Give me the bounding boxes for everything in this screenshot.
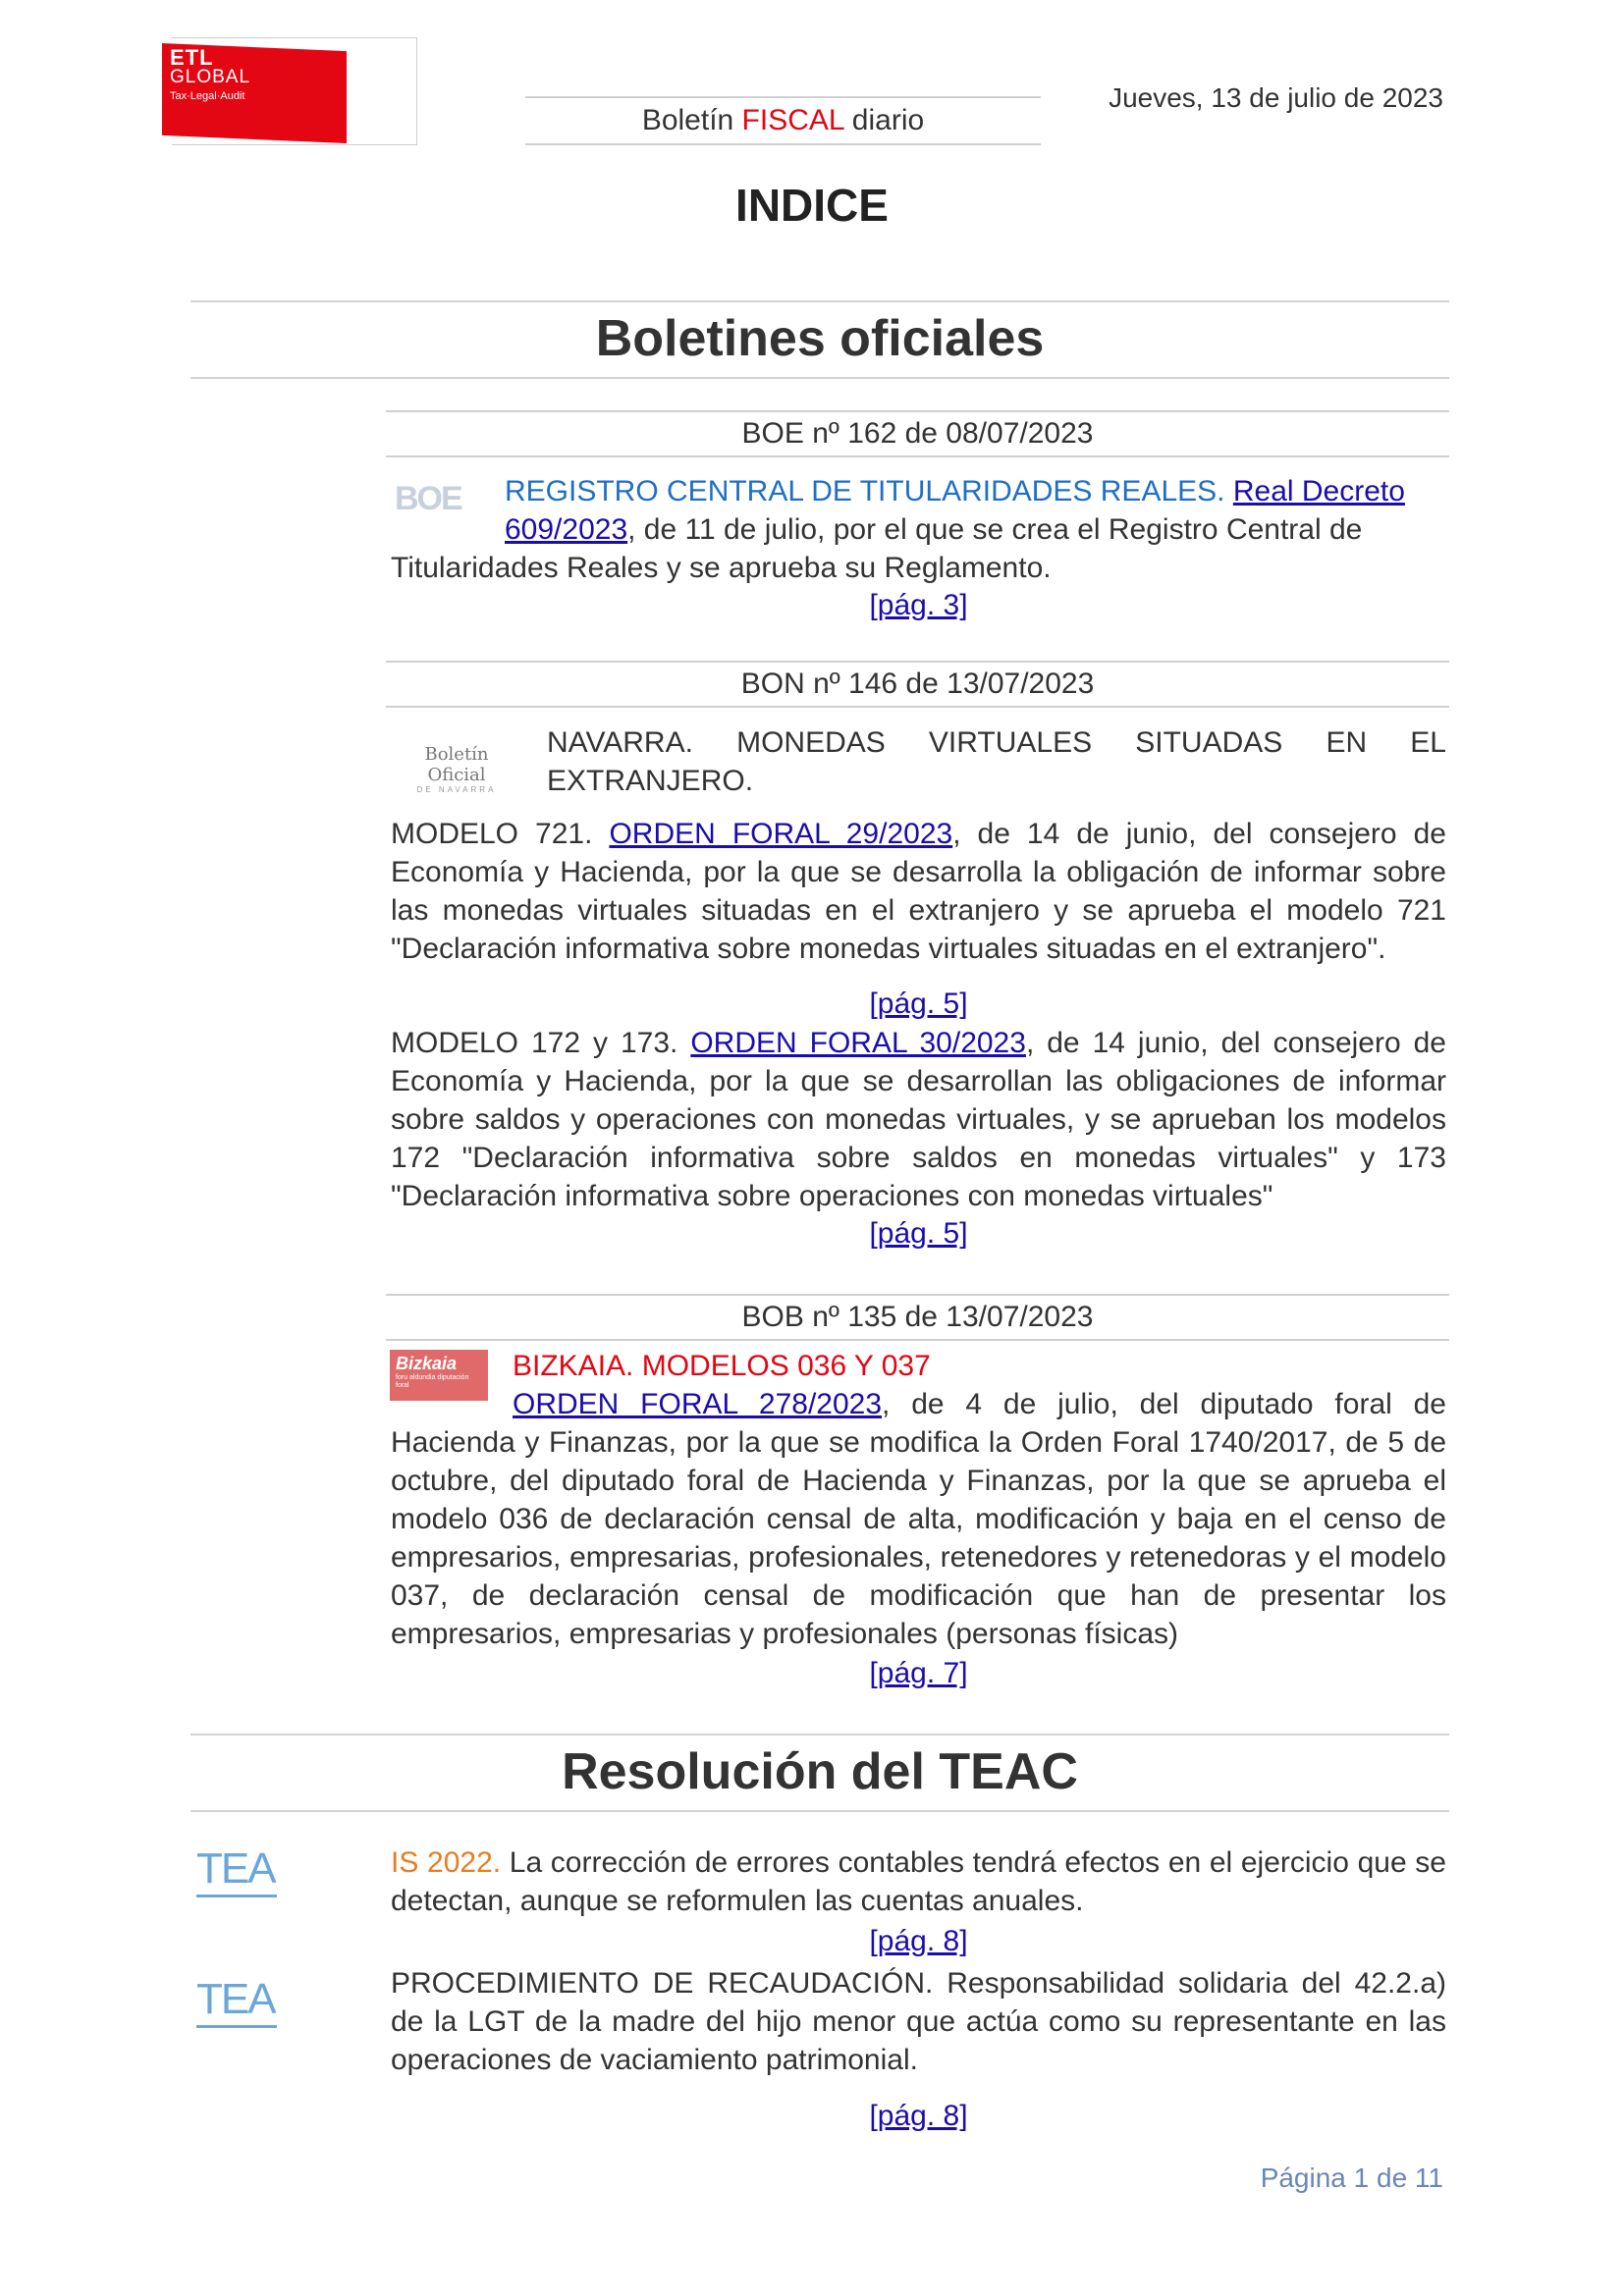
logo-line1: ETL xyxy=(170,45,214,70)
boe-link-part2[interactable]: 609/2023 xyxy=(505,513,628,546)
bob-text: , de 4 de julio, del diputado foral de Hacienda y Finanzas, por la que se modifica la Orden Foral 1740/2017, de 5 de octubre, del diputado foral de Hacienda y Finanzas, por la que se aprueba el modelo 036 de declaración censal de alta, modificación y baja en el censo de empresarios, empresarias, profesionales, retenedores y retenedoras y el modelo 037, de declaración censal de modificación que han de presentar los empresarios, empresarias y profesionales (personas físicas) xyxy=(391,1388,1446,1650)
bon-title-line1: NAVARRA. MONEDAS VIRTUALES SITUADAS EN EL xyxy=(547,726,1446,759)
logo-line3: Tax·Legal·Audit xyxy=(170,90,245,102)
bon-item2-text: , de 14 junio, del consejero de Economía y Hacienda, por la que se desarrollan las obligaciones de informar sobre saldos y operaciones con monedas virtuales, y se aprueban los modelos 172 "Declaración informativa sobre saldos en monedas virtuales" y 173 "Declaración informativa sobre operaciones con monedas virtuales" xyxy=(391,1027,1446,1212)
teac-item2 xyxy=(391,1964,1446,2079)
bob-page-link[interactable]: [pág. 7] xyxy=(869,1657,968,1689)
teac-item1-page-link[interactable]: [pág. 8] xyxy=(869,1925,968,1957)
teac-item1 xyxy=(391,1843,1446,1920)
boe-title: REGISTRO CENTRAL DE TITULARIDADES REALES. xyxy=(505,475,1225,507)
bon-item2 xyxy=(391,1024,1446,1215)
bon-item1-link[interactable]: ORDEN FORAL 29/2023 xyxy=(609,818,953,850)
bob-entry xyxy=(391,1385,1446,1653)
teac-logo-1-text: TEA xyxy=(196,1844,275,1893)
bon-item2-label: MODELO 172 y 173. xyxy=(391,1027,691,1059)
boe-page-link[interactable]: [pág. 3] xyxy=(869,589,968,621)
bon-item2-page-link[interactable]: [pág. 5] xyxy=(869,1217,968,1250)
bon-logo xyxy=(398,744,515,794)
bon-item1-page-link[interactable]: [pág. 5] xyxy=(869,988,968,1020)
bon-item2-link[interactable]: ORDEN FORAL 30/2023 xyxy=(690,1027,1026,1059)
bizkaia-logo-sub: foru aldundia diputación foral xyxy=(396,1374,469,1389)
bon-logo-text: Boletín Oficial xyxy=(424,744,489,785)
bizkaia-logo-text: Bizkaia xyxy=(396,1354,458,1373)
teac-item2-page-link[interactable]: [pág. 8] xyxy=(869,2100,968,2132)
etl-global-logo xyxy=(162,37,417,150)
bob-title-text: BIZKAIA. MODELOS 036 Y 037 xyxy=(513,1350,931,1382)
bob-link[interactable]: ORDEN FORAL 278/2023 xyxy=(513,1388,883,1420)
teac-item1-text: La corrección de errores contables tendrá efectos en el ejercicio que se detectan, aunque se reformulen las cuentas anuales. xyxy=(391,1846,1446,1917)
teac-logo-2-text: TEA xyxy=(196,1975,275,2023)
bon-item1 xyxy=(391,815,1446,968)
boe-logo: BOE xyxy=(395,480,461,517)
boe-header: BOE nº 162 de 08/07/2023 xyxy=(386,410,1449,457)
bon-header: BON nº 146 de 13/07/2023 xyxy=(386,661,1449,708)
bon-title-line2: EXTRANJERO. xyxy=(547,765,754,797)
index-title: INDICE xyxy=(735,180,889,231)
section-teac-title: Resolución del TEAC xyxy=(190,1734,1449,1812)
teac-logo-2 xyxy=(196,1976,285,2035)
bon-item1-label: MODELO 721. xyxy=(391,818,610,850)
teac-item2-label: PROCEDIMIENTO DE RECAUDACIÓN xyxy=(391,1967,926,2000)
bob-header: BOB nº 135 de 13/07/2023 xyxy=(386,1294,1449,1341)
bulletin-accent: FISCAL xyxy=(741,104,844,136)
bulletin-header xyxy=(525,96,1041,145)
section-boletines-title: Boletines oficiales xyxy=(190,300,1449,379)
bulletin-suffix: diario xyxy=(843,104,925,136)
bulletin-prefix: Boletín xyxy=(641,104,742,136)
bon-item1-text: , de 14 de junio, del consejero de Economía y Hacienda, por la que se desarrolla la obligación de informar sobre las monedas virtuales situadas en el extranjero y se aprueba el modelo 721 "Declaración informativa sobre monedas virtuales situadas en el extranjero". xyxy=(391,818,1446,965)
boe-entry xyxy=(391,472,1446,587)
teac-item1-label: IS 2022. xyxy=(391,1846,502,1879)
teac-logo-1 xyxy=(196,1845,285,1904)
teac-item2-text: . Responsabilidad solidaria del 42.2.a) de la LGT de la madre del hijo menor que actúa como su representante en las operaciones de vaciamiento patrimonial. xyxy=(391,1967,1447,2076)
page-number: Página 1 de 11 xyxy=(1260,2163,1443,2193)
date: Jueves, 13 de julio de 2023 xyxy=(1109,82,1443,113)
boe-text-line3: Titularidades Reales y se aprueba su Reglamento. xyxy=(391,552,1052,584)
logo-line2: GLOBAL xyxy=(170,67,251,87)
bob-title xyxy=(513,1347,1446,1385)
boe-text-rest: , de 11 de julio, por el que se crea el Registro Central de xyxy=(627,513,1363,546)
boe-link-part1[interactable]: Real Decreto xyxy=(1232,475,1405,507)
bon-logo-sub: DE NAVARRA xyxy=(416,785,497,794)
